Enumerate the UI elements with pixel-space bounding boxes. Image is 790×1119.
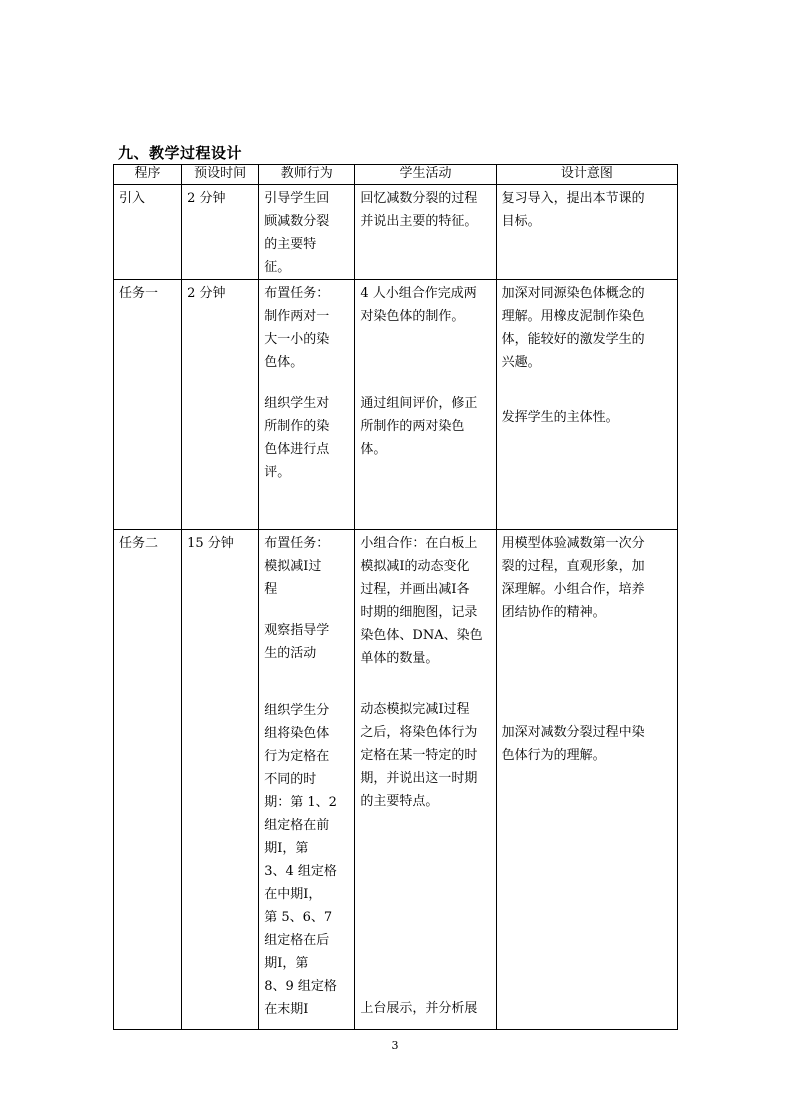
teacher-cell [259, 280, 355, 530]
column-header-stage: 程序 [114, 165, 182, 185]
time-cell [182, 185, 259, 280]
student-text: 通过组间评价，修正 所制作的两对染色 体。 [360, 396, 478, 457]
intent-text: 复习导入，提出本节课的 目标。 [501, 191, 645, 229]
column-header-time: 预设时间 [182, 165, 259, 185]
table-header-row [114, 165, 678, 185]
table-row-task2 [114, 530, 678, 1030]
time-cell [182, 530, 259, 1030]
student-cell [355, 530, 496, 1030]
stage-text: 引入 [119, 191, 146, 206]
column-header-teacher: 教师行为 [259, 165, 355, 185]
teacher-text: 组织学生对 所制作的染 色体进行点 评。 [264, 396, 330, 480]
teacher-text: 组织学生分 组将染色体 行为定格在 不同的时 期：第 1、2 组定格在前 期Ⅰ，第 3、4 组定格 在中期Ⅰ， 第 5、6、7 组定格在后 期Ⅰ，第 8、9 组定格 在末期Ⅰ [264, 703, 337, 1017]
student-text: 动态模拟完减Ⅰ过程 之后，将染色体行为 定格在某一特定的时 期，并说出这一时期 的主要特点。 [360, 702, 478, 809]
student-text: 回忆减数分裂的过程 并说出主要的特征。 [360, 191, 478, 229]
teacher-cell [259, 530, 355, 1030]
time-text: 2 分钟 [187, 286, 226, 301]
intent-cell [496, 280, 677, 530]
teacher-text: 布置任务： 模拟减Ⅰ过 程 [264, 536, 330, 597]
lesson-process-table [113, 164, 678, 1030]
teacher-cell [259, 185, 355, 280]
intent-text: 用模型体验减数第一次分 裂的过程，直观形象，加 深理解。小组合作，培养 团结协作的精神。 [501, 536, 645, 620]
student-cell [355, 280, 496, 530]
page-number: 3 [391, 1039, 399, 1052]
intent-text: 加深对同源染色体概念的 理解。用橡皮泥制作染色 体，能较好的激发学生的 兴趣。 [501, 286, 645, 370]
student-cell [355, 185, 496, 280]
column-header-intent: 设计意图 [496, 165, 677, 185]
intent-text: 加深对减数分裂过程中染 色体行为的理解。 [501, 725, 645, 763]
intent-cell [496, 185, 677, 280]
teacher-text: 引导学生回 顾减数分裂 的主要特 征。 [264, 191, 330, 275]
column-header-student: 学生活动 [355, 165, 496, 185]
table-row-task1 [114, 280, 678, 530]
student-text: 4 人小组合作完成两 对染色体的制作。 [360, 286, 477, 324]
stage-cell [114, 185, 182, 280]
teacher-text: 布置任务： 制作两对一 大一小的染 色体。 [264, 286, 330, 370]
time-text: 2 分钟 [187, 191, 226, 206]
student-text: 小组合作：在白板上 模拟减Ⅰ的动态变化 过程，并画出减Ⅰ各 时期的细胞图，记录 染色体、DNA、染色 单体的数量。 [360, 536, 483, 666]
table-row-intro [114, 185, 678, 280]
time-cell [182, 280, 259, 530]
intent-text: 发挥学生的主体性。 [501, 410, 619, 425]
stage-cell [114, 280, 182, 530]
time-text: 15 分钟 [187, 536, 234, 551]
student-text: 上台展示，并分析展 [360, 1001, 478, 1016]
section-heading: 九、教学过程设计 [118, 144, 243, 162]
stage-text: 任务一 [119, 286, 159, 301]
intent-cell [496, 530, 677, 1030]
stage-cell [114, 530, 182, 1030]
stage-text: 任务二 [119, 536, 159, 551]
teacher-text: 观察指导学 生的活动 [264, 623, 330, 661]
